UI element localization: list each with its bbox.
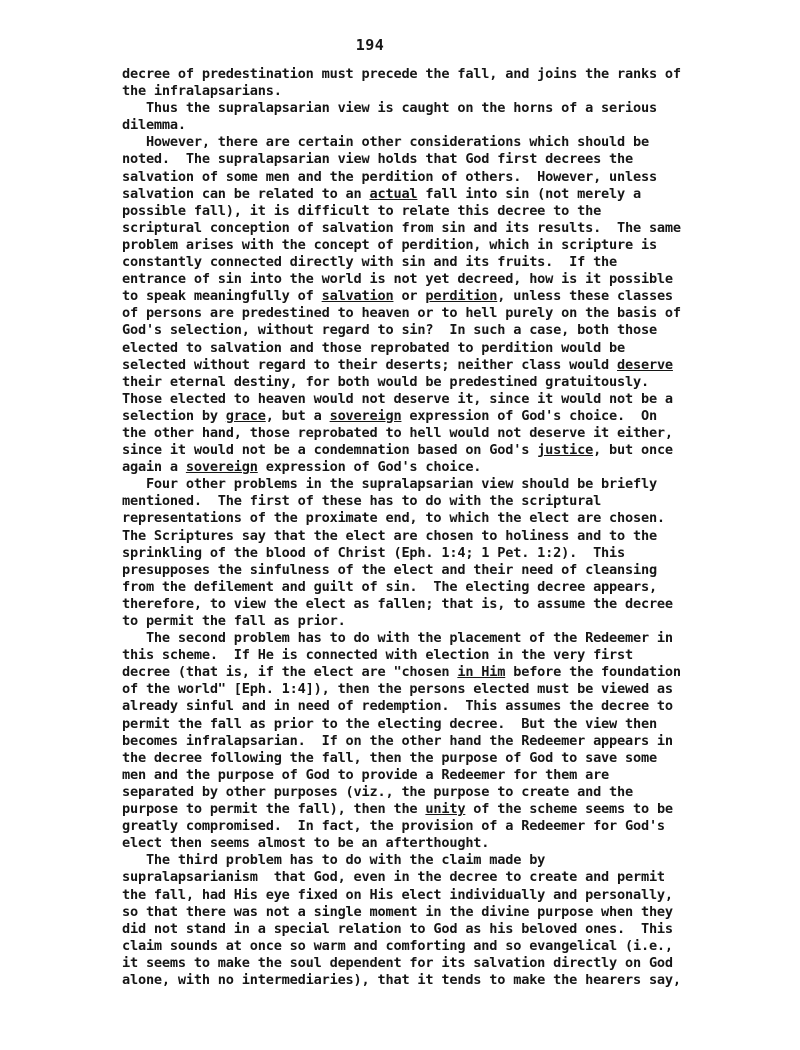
text-line [122, 459, 722, 476]
text-line [122, 117, 722, 134]
text-segment: mentioned. The first of these has to do with the scriptural [122, 493, 602, 510]
text-segment: scriptural conception of salvation from sin and its results. The same [122, 219, 681, 236]
text-segment: The second problem has to do with the placement of the Redeemer in [122, 630, 673, 647]
text-segment: the decree following the fall, then the purpose of God to save some [122, 749, 657, 766]
text-segment: since it would not be a condemnation based on God's [122, 442, 538, 459]
text-segment: selected without regard to their deserts; neither class would [122, 356, 618, 373]
text-segment: constantly connected directly with sin and its fruits. If the [122, 254, 618, 271]
text-segment: becomes infralapsarian. If on the other hand the Redeemer appears in [122, 732, 673, 749]
text-line [122, 322, 722, 339]
text-line [122, 254, 722, 271]
text-segment: representations of the proximate end, to which the elect are chosen. [122, 510, 665, 527]
text-segment: of the world" [Eph. 1:4]), then the persons elected must be viewed as [122, 681, 673, 698]
text-segment: The Scriptures say that the elect are chosen to holiness and to the [122, 527, 657, 544]
text-line [122, 408, 722, 425]
text-line [122, 169, 722, 186]
text-segment: the fall, had His eye fixed on His elect individually and personally, [122, 886, 673, 903]
text-line [122, 271, 722, 288]
underlined-word: unity [425, 801, 466, 818]
text-segment: fall into sin (not merely a [417, 185, 641, 202]
underlined-word: deserve [617, 356, 673, 373]
text-line [122, 681, 722, 698]
text-segment: alone, with no intermediaries), that it tends to make the hearers say, [122, 971, 681, 988]
underlined-word: justice [537, 442, 594, 459]
text-segment: , unless these classes [497, 288, 673, 305]
text-line [122, 134, 722, 151]
text-line [122, 66, 722, 83]
text-segment: salvation of some men and the perdition of others. However, unless [122, 168, 657, 185]
text-line [122, 83, 722, 100]
text-segment: noted. The supralapsarian view holds that God first decrees the [122, 151, 633, 168]
text-line [122, 151, 722, 168]
text-segment: The third problem has to do with the claim made by [122, 852, 546, 869]
text-line [122, 545, 722, 562]
text-line [122, 921, 722, 938]
text-line [122, 220, 722, 237]
text-line [122, 203, 722, 220]
text-line [122, 835, 722, 852]
text-line [122, 887, 722, 904]
text-line [122, 305, 722, 322]
text-segment: this scheme. If He is connected with election in the very first [122, 647, 633, 664]
text-line [122, 528, 722, 545]
text-line [122, 613, 722, 630]
text-segment: possible fall), it is difficult to relate this decree to the [122, 202, 602, 219]
text-line [122, 955, 722, 972]
text-segment: decree of predestination must precede the fall, and joins the ranks of [122, 66, 681, 82]
text-segment: already sinful and in need of redemption. This assumes the decree to [122, 698, 673, 715]
underlined-word: in Him [457, 664, 506, 681]
text-segment: salvation can be related to an [122, 185, 370, 202]
text-segment: However, there are certain other considerations which should be [122, 134, 649, 151]
text-segment: separated by other purposes (viz., the purpose to create and the [122, 783, 633, 800]
text-line [122, 425, 722, 442]
text-segment: Those elected to heaven would not deserve it, since it would not be a [122, 390, 673, 407]
text-line [122, 698, 722, 715]
text-line [122, 904, 722, 921]
text-line [122, 852, 722, 869]
text-line [122, 630, 722, 647]
text-line [122, 288, 722, 305]
text-segment: before the foundation [505, 664, 681, 681]
text-segment: decree (that is, if the elect are "chosen [122, 664, 458, 681]
text-line [122, 186, 722, 203]
text-segment: therefore, to view the elect as fallen; that is, to assume the decree [122, 595, 673, 612]
text-line [122, 357, 722, 374]
text-segment: Four other problems in the supralapsarian view should be briefly [122, 476, 657, 493]
text-segment: elect then seems almost to be an afterthought. [122, 835, 490, 852]
underlined-word: sovereign [185, 459, 258, 476]
text-line [122, 510, 722, 527]
text-line [122, 869, 722, 886]
text-line [122, 784, 722, 801]
text-segment: , but a [265, 407, 330, 424]
text-segment: purpose to permit the fall), then the [122, 801, 426, 818]
text-line [122, 733, 722, 750]
text-segment: greatly compromised. In fact, the provision of a Redeemer for God's [122, 818, 665, 835]
text-segment: men and the purpose of God to provide a Redeemer for them are [122, 766, 610, 783]
text-segment: dilemma. [122, 117, 186, 134]
text-segment: expression of God's choice. [257, 459, 482, 476]
text-line [122, 938, 722, 955]
text-line [122, 647, 722, 664]
text-line [122, 596, 722, 613]
text-segment: , but once [593, 442, 673, 459]
text-segment: expression of God's choice. On [401, 407, 657, 424]
text-segment: supralapsarianism that God, even in the decree to create and permit [122, 869, 665, 886]
text-segment: their eternal destiny, for both would be predestined gratuitously. [122, 373, 649, 390]
text-line [122, 767, 722, 784]
text-line [122, 972, 722, 989]
text-line [122, 340, 722, 357]
text-line [122, 493, 722, 510]
text-line [122, 716, 722, 733]
underlined-word: salvation [321, 288, 394, 305]
text-line [122, 801, 722, 818]
text-segment: entrance of sin into the world is not yet decreed, how is it possible [122, 271, 673, 288]
text-line [122, 476, 722, 493]
text-segment: of persons are predestined to heaven or to hell purely on the basis of [122, 305, 681, 322]
text-segment: it seems to make the soul dependent for its salvation directly on God [122, 954, 673, 971]
text-segment: the infralapsarians. [122, 83, 282, 100]
text-line [122, 237, 722, 254]
text-segment: claim sounds at once so warm and comforting and so evangelical (i.e., [122, 937, 673, 954]
underlined-word: grace [225, 407, 266, 424]
text-segment: to speak meaningfully of [122, 288, 322, 305]
text-line [122, 818, 722, 835]
text-segment: so that there was not a single moment in the divine purpose when they [122, 903, 673, 920]
underlined-word: sovereign [329, 407, 402, 424]
body-text [122, 66, 722, 989]
text-segment: problem arises with the concept of perdition, which in scripture is [122, 236, 657, 253]
text-segment: permit the fall as prior to the electing decree. But the view then [122, 715, 657, 732]
text-line [122, 664, 722, 681]
text-line [122, 391, 722, 408]
text-line [122, 100, 722, 117]
text-line [122, 374, 722, 391]
text-segment: of the scheme seems to be [465, 801, 673, 818]
text-segment: did not stand in a special relation to God as his beloved ones. This [122, 920, 673, 937]
underlined-word: actual [369, 185, 418, 202]
underlined-word: perdition [425, 288, 498, 305]
page-number: 194 [355, 36, 385, 54]
text-segment: or [393, 288, 426, 305]
text-line [122, 750, 722, 767]
text-segment: presupposes the sinfulness of the elect and their need of cleansing [122, 561, 657, 578]
text-line [122, 442, 722, 459]
text-segment: Thus the supralapsarian view is caught on the horns of a serious [122, 100, 657, 117]
text-segment: sprinkling of the blood of Christ (Eph. 1:4; 1 Pet. 1:2). This [122, 544, 626, 561]
text-segment: again a [122, 459, 186, 476]
text-line [122, 579, 722, 596]
text-segment: to permit the fall as prior. [122, 613, 346, 629]
text-segment: from the defilement and guilt of sin. The electing decree appears, [122, 578, 657, 595]
text-segment: elected to salvation and those reprobated to perdition would be [122, 339, 626, 356]
text-segment: the other hand, those reprobated to hell would not deserve it either, [122, 424, 673, 441]
text-segment: God's selection, without regard to sin? In such a case, both those [122, 322, 657, 339]
text-line [122, 562, 722, 579]
text-segment: selection by [122, 407, 226, 424]
